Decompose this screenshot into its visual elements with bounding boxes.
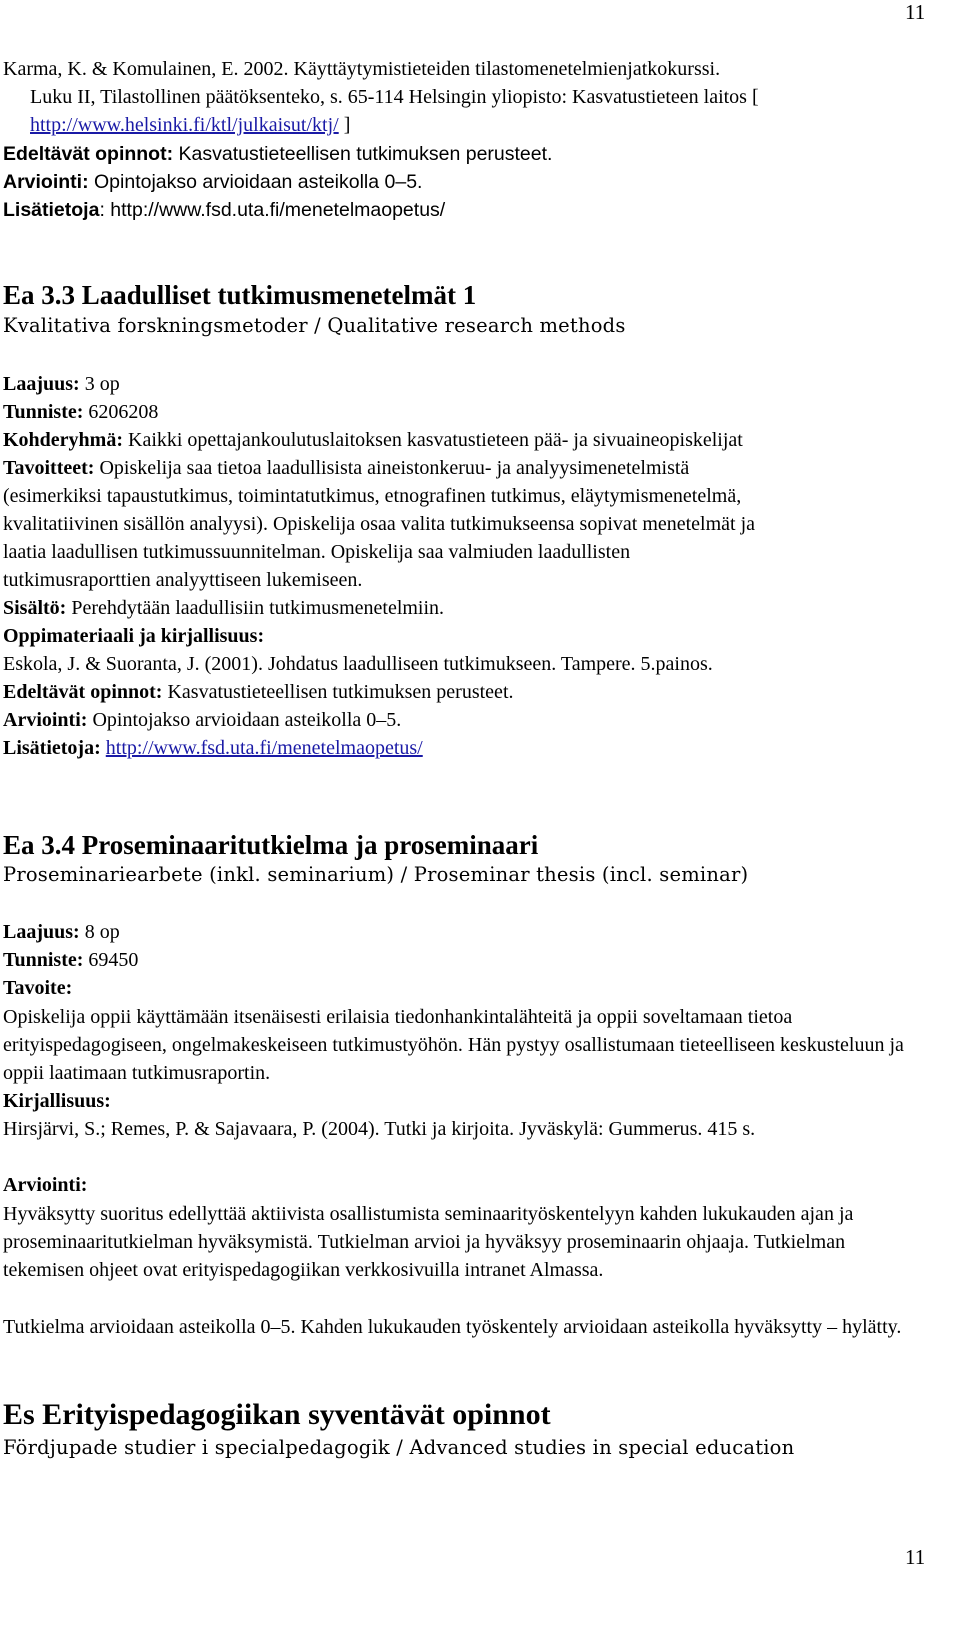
page-number-bottom: 11: [905, 1545, 926, 1569]
course-34-goal-text: Opiskelija oppii käyttämään itsenäisesti erilaisia tiedonhankintalähteitä ja oppii soveltamaan tietoa erityispedagogiseen, ongelmakeskeiseen tutkimustyöhön. Hän pystyy osallistumaan tieteelliseen keskusteluun ja oppii laatimaan tutkimusraportin.: [3, 1006, 904, 1084]
course-33-goals-label: Tavoitteet:: [3, 457, 95, 479]
course-33-assess-label: Arviointi:: [3, 709, 88, 731]
course-33-materials-label: [3, 622, 264, 650]
course-33-goals: [3, 454, 689, 482]
ref-prereq-label: Edeltävät opinnot:: [3, 143, 174, 165]
course-33-prereq-value: Kasvatustieteellisen tutkimuksen perusteet.: [162, 681, 514, 703]
course-33-goals-line-4: laatia laadullisen tutkimussuunnitelman. Opiskelija saa valmiuden laadullisten: [3, 541, 631, 563]
course-34-id-value: 69450: [83, 949, 139, 971]
section-es-subtitle: Fördjupade studier i specialpedagogik / Advanced studies in special education: [3, 1436, 795, 1459]
course-33-subtitle: Kvalitativa forskningsmetoder / Qualitative research methods: [3, 314, 626, 337]
course-34-goal-label-text: Tavoite:: [3, 977, 73, 999]
ref-assess-value: Opintojakso arvioidaan asteikolla 0–5.: [88, 171, 423, 193]
course-34-scope: [3, 918, 120, 946]
course-33-content-label: Sisältö:: [3, 597, 67, 619]
ref-info: [3, 196, 445, 224]
ref-assess: [3, 168, 422, 196]
course-33-content-value: Perehdytään laadullisiin tutkimusmenetelmiin.: [66, 597, 445, 619]
course-33-goals-line-5: tutkimusraporttien analyyttiseen lukemiseen.: [3, 569, 363, 591]
course-33-target: [3, 426, 743, 454]
course-33-prereq-label: Edeltävät opinnot:: [3, 681, 163, 703]
course-34-scope-value: 8 op: [79, 921, 120, 943]
ref-info-value: : http://www.fsd.uta.fi/menetelmaopetus/: [99, 199, 446, 221]
course-34-heading: Ea 3.4 Proseminaaritutkielma ja proseminaari: [3, 830, 539, 860]
course-33-assess: [3, 706, 401, 734]
course-34-goal-label: [3, 974, 72, 1002]
ref-line-1: Karma, K. & Komulainen, E. 2002. Käyttäytymistieteiden tilastomenetelmienjatkokurssi.: [3, 58, 721, 80]
course-34-lit-label-text: Kirjallisuus:: [3, 1090, 111, 1112]
ref-prereq-value: Kasvatustieteellisen tutkimuksen perusteet.: [173, 143, 553, 165]
course-33-target-label: Kohderyhmä:: [3, 429, 123, 451]
course-34-id-label: Tunniste:: [3, 949, 84, 971]
section-es-heading: Es Erityispedagogiikan syventävät opinnot: [3, 1398, 551, 1431]
course-33-target-value: Kaikki opettajankoulutuslaitoksen kasvatustieteen pää- ja sivuaineopiskelijat: [123, 429, 743, 451]
course-33-materials-value: Eskola, J. & Suoranta, J. (2001). Johdatus laadulliseen tutkimukseen. Tampere. 5.painos.: [3, 653, 713, 675]
course-34-subtitle: Proseminariearbete (inkl. seminarium) / Proseminar thesis (incl. seminar): [3, 863, 749, 886]
course-34-lit-label: [3, 1087, 111, 1115]
ref-assess-label: Arviointi:: [3, 171, 89, 193]
course-34-assess-text: Hyväksytty suoritus edellyttää aktiivista osallistumista seminaarityöskentelyyn kahden lukukauden ajan ja proseminaaritutkielman hyväksymistä. Tutkielman arvioi ja hyväksyy proseminaarin ohjaaja. Tutkielman tekemisen ohjeet ovat erityispedagogiikan verkkosivuilla intranet Almassa.: [3, 1203, 854, 1281]
course-33-goals-line-3: kvalitatiivinen sisällön analyysi). Opiskelija osaa valita tutkimukseensa sopivat menetelmät ja: [3, 513, 756, 535]
course-33-goals-l1: Opiskelija saa tietoa laadullisista aineistonkeruu- ja analyysimenetelmistä: [94, 457, 690, 479]
course-34-lit-text: Hirsjärvi, S.; Remes, P. & Sajavaara, P. (2004). Tutki ja kirjoita. Jyväskylä: Gummerus. 415 s.: [3, 1118, 756, 1140]
course-33-id-label: Tunniste:: [3, 401, 84, 423]
course-33-assess-value: Opintojakso arvioidaan asteikolla 0–5.: [87, 709, 402, 731]
course-34-id: [3, 946, 138, 974]
course-33-id: [3, 398, 158, 426]
course-33-content: [3, 594, 444, 622]
course-33-prereq: [3, 678, 514, 706]
ref-url-link[interactable]: http://www.helsinki.fi/ktl/julkaisut/ktj/: [30, 114, 339, 136]
course-33-scope-label: Laajuus:: [3, 373, 80, 395]
course-33-info-label: Lisätietoja:: [3, 737, 101, 759]
course-34-assess-label-text: Arviointi:: [3, 1174, 88, 1196]
course-33-id-value: 6206208: [83, 401, 159, 423]
course-33-materials-label-text: Oppimateriaali ja kirjallisuus:: [3, 625, 265, 647]
course-33-goals-line-2: (esimerkiksi tapaustutkimus, toimintatutkimus, etnografinen tutkimus, eläytymismenetelmä,: [3, 485, 742, 507]
page-number-top: 11: [905, 0, 926, 24]
course-33-scope: [3, 370, 120, 398]
ref-url-after: ]: [338, 114, 351, 136]
course-33-info-link[interactable]: http://www.fsd.uta.fi/menetelmaopetus/: [105, 737, 423, 759]
ref-line-2: Luku II, Tilastollinen päätöksenteko, s. 65-114 Helsingin yliopisto: Kasvatustieteen laitos [: [30, 86, 759, 108]
course-34-assess-text-2: Tutkielma arvioidaan asteikolla 0–5. Kahden lukukauden työskentely arvioidaan asteikolla hyväksytty – hylätty.: [3, 1316, 902, 1338]
course-33-info: [3, 734, 423, 762]
course-33-scope-value: 3 op: [79, 373, 120, 395]
ref-info-label: Lisätietoja: [3, 199, 100, 221]
course-34-assess-label: [3, 1171, 87, 1199]
course-33-heading: Ea 3.3 Laadulliset tutkimusmenetelmät 1: [3, 280, 477, 310]
course-34-scope-label: Laajuus:: [3, 921, 80, 943]
ref-url-line: [30, 111, 350, 139]
ref-prereq: [3, 140, 552, 168]
